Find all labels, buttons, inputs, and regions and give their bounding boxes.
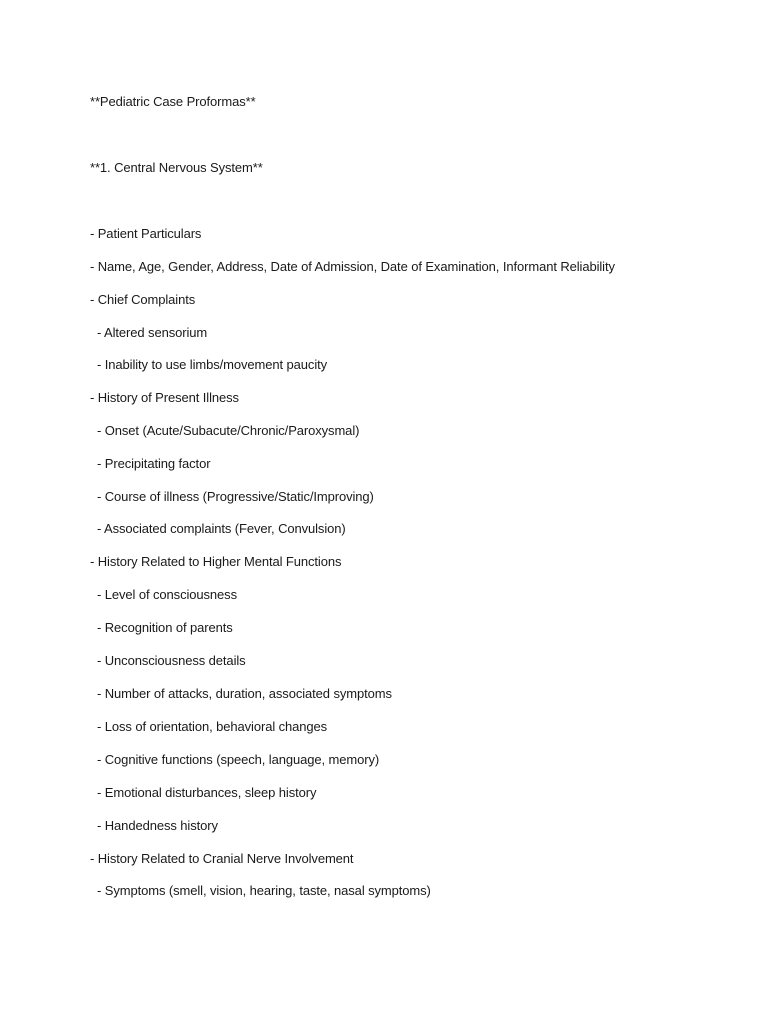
list-item: - Unconsciousness details: [90, 653, 246, 668]
list-item: - Patient Particulars: [90, 226, 202, 241]
list-item: - Handedness history: [90, 818, 218, 833]
list-item: - Course of illness (Progressive/Static/Improving): [90, 489, 374, 504]
list-item: - Loss of orientation, behavioral changes: [90, 719, 328, 734]
section-heading: **1. Central Nervous System**: [90, 160, 263, 175]
list-item: - Level of consciousness: [90, 587, 237, 602]
document-title: **Pediatric Case Proformas**: [90, 94, 256, 109]
list-item: - Associated complaints (Fever, Convulsion): [90, 521, 346, 536]
list-item: - History Related to Higher Mental Functions: [90, 554, 342, 569]
list-item: - History Related to Cranial Nerve Involvement: [90, 851, 354, 866]
list-item: - Onset (Acute/Subacute/Chronic/Paroxysmal): [90, 423, 360, 438]
list-item: - Number of attacks, duration, associated symptoms: [90, 686, 392, 701]
list-item: - Inability to use limbs/movement paucity: [90, 357, 328, 372]
list-item: - Symptoms (smell, vision, hearing, taste, nasal symptoms): [90, 883, 431, 898]
list-item: - History of Present Illness: [90, 390, 239, 405]
list-item: - Recognition of parents: [90, 620, 233, 635]
list-item: - Precipitating factor: [90, 456, 211, 471]
list-item: - Cognitive functions (speech, language, memory): [90, 752, 380, 767]
list-item: - Chief Complaints: [90, 292, 196, 307]
list-item: - Altered sensorium: [90, 325, 208, 340]
list-item: - Emotional disturbances, sleep history: [90, 785, 317, 800]
list-item: - Name, Age, Gender, Address, Date of Admission, Date of Examination, Informant Reliability: [90, 259, 615, 274]
